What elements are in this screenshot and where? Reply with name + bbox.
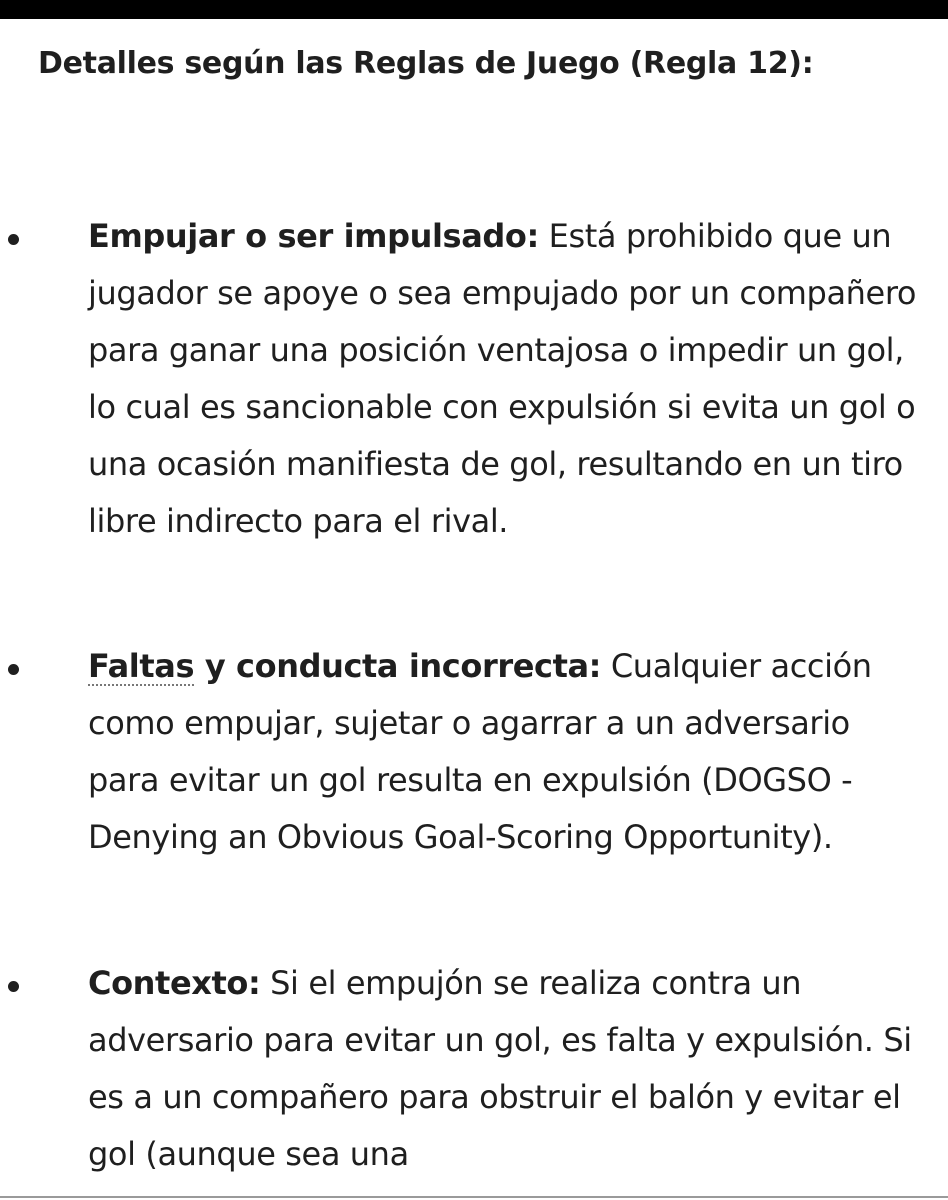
list-item-term: Contexto: <box>88 964 261 1002</box>
answer-content <box>38 36 918 92</box>
list-item-body: Cualquier acción como empujar, sujetar o agarrar a un adversario para evitar un gol resulta en expulsión (DOGSO - Denying an Obvious Goal-Scoring Opportunity). <box>88 647 872 856</box>
bullet-icon <box>8 664 19 675</box>
list-item-text <box>88 208 918 550</box>
list-item-body: Si el empujón se realiza contra un adversario para evitar un gol, es falta y expulsión. Si es a un compañero para obstruir el balón y evitar el gol (aunque sea una <box>88 964 912 1173</box>
list-item-term: y conducta incorrecta: <box>194 647 602 685</box>
list-item-text <box>88 638 918 866</box>
status-bar <box>0 0 948 19</box>
list-item-term: Empujar o ser impulsado: <box>88 217 539 255</box>
bullet-icon <box>8 234 19 245</box>
list-item-body: Está prohibido que un jugador se apoye o sea empujado por un compañero para ganar una posición ventajosa o impedir un gol, lo cual es sancionable con expulsión si evita un gol o una ocasión manifiesta de gol, resultando en un tiro libre indirecto para el rival. <box>88 217 917 540</box>
bullet-icon <box>8 981 19 992</box>
section-heading-text: Detalles según las Reglas de Juego (Regla 12): <box>38 46 814 81</box>
list-item-text <box>88 955 918 1183</box>
section-heading <box>38 36 918 92</box>
faltas-link[interactable]: Faltas <box>88 647 195 685</box>
bottom-divider <box>0 1196 948 1198</box>
